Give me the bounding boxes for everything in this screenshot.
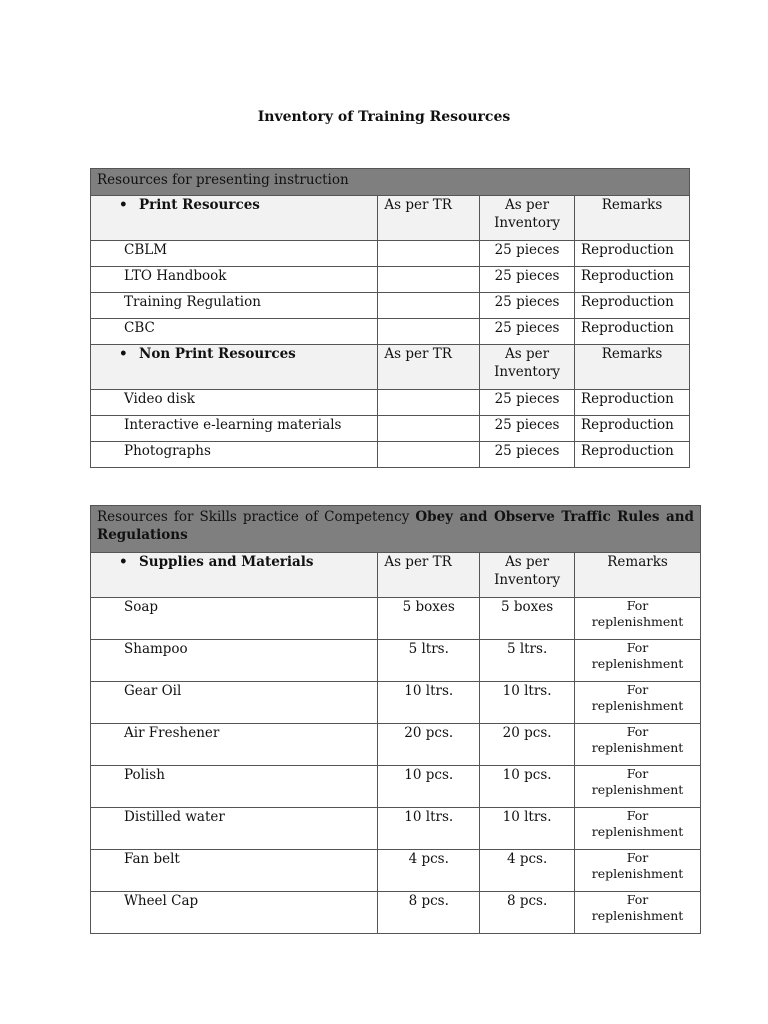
remarks-cell: For replenishment	[575, 640, 701, 682]
as-per-tr-cell: 10 ltrs.	[378, 682, 480, 724]
as-per-tr-cell: 8 pcs.	[378, 892, 480, 934]
col-header-as-per-tr: As per TR	[378, 553, 480, 598]
table-row	[91, 766, 701, 808]
item-cell: Wheel Cap	[91, 892, 378, 934]
item-cell: LTO Handbook	[91, 267, 378, 293]
remarks-cell: Reproduction	[575, 241, 690, 267]
item-cell: Fan belt	[91, 850, 378, 892]
table-row	[91, 850, 701, 892]
as-per-inventory-cell: 25 pieces	[480, 293, 575, 319]
remarks-cell: For replenishment	[575, 598, 701, 640]
section-header-row	[91, 196, 690, 241]
col-header-as-per-tr: As per TR	[378, 345, 480, 390]
as-per-inventory-cell: 25 pieces	[480, 390, 575, 416]
item-cell: CBLM	[91, 241, 378, 267]
col-header-as-per-tr: As per TR	[378, 196, 480, 241]
as-per-tr-cell: 4 pcs.	[378, 850, 480, 892]
as-per-tr-cell	[378, 416, 480, 442]
table-row	[91, 598, 701, 640]
section-heading-label: Supplies and Materials	[139, 554, 314, 570]
item-cell: Polish	[91, 766, 378, 808]
table-header-row	[91, 169, 690, 196]
table-row	[91, 293, 690, 319]
remarks-cell: For replenishment	[575, 766, 701, 808]
item-cell: Soap	[91, 598, 378, 640]
competency-name: Obey and Observe Traffic Rules and Regulations	[97, 509, 694, 543]
remarks-cell: For replenishment	[575, 682, 701, 724]
table-row	[91, 640, 701, 682]
as-per-tr-cell	[378, 293, 480, 319]
item-cell: Air Freshener	[91, 724, 378, 766]
as-per-tr-cell	[378, 442, 480, 468]
remarks-cell: Reproduction	[575, 267, 690, 293]
col-header-as-per-inventory: As per Inventory	[480, 345, 575, 390]
remarks-cell: For replenishment	[575, 850, 701, 892]
remarks-cell: Reproduction	[575, 390, 690, 416]
as-per-tr-cell: 20 pcs.	[378, 724, 480, 766]
item-cell: Shampoo	[91, 640, 378, 682]
table-row	[91, 319, 690, 345]
table-row	[91, 892, 701, 934]
remarks-cell: Reproduction	[575, 442, 690, 468]
header-prefix: Resources for Skills practice of Competency	[97, 509, 410, 525]
item-cell: Photographs	[91, 442, 378, 468]
item-cell: Training Regulation	[91, 293, 378, 319]
col-header-remarks: Remarks	[575, 345, 690, 390]
item-cell: CBC	[91, 319, 378, 345]
table-header-cell: Resources for presenting instruction	[91, 169, 690, 196]
remarks-cell: For replenishment	[575, 724, 701, 766]
table-row	[91, 808, 701, 850]
remarks-cell: For replenishment	[575, 808, 701, 850]
table-row	[91, 390, 690, 416]
remarks-cell: Reproduction	[575, 293, 690, 319]
as-per-inventory-cell: 8 pcs.	[480, 892, 575, 934]
bullet-icon: •	[119, 197, 128, 213]
as-per-inventory-cell: 25 pieces	[480, 241, 575, 267]
section-heading	[91, 345, 378, 390]
section-header-row	[91, 553, 701, 598]
bullet-icon: •	[119, 346, 128, 362]
presenting-instruction-table	[90, 168, 690, 468]
section-heading-label: Print Resources	[139, 197, 260, 213]
as-per-tr-cell: 5 ltrs.	[378, 640, 480, 682]
table-row	[91, 442, 690, 468]
table-row	[91, 682, 701, 724]
as-per-inventory-cell: 25 pieces	[480, 267, 575, 293]
as-per-inventory-cell: 25 pieces	[480, 319, 575, 345]
table-row	[91, 724, 701, 766]
item-cell: Interactive e-learning materials	[91, 416, 378, 442]
skills-practice-table	[90, 505, 701, 934]
as-per-inventory-cell: 4 pcs.	[480, 850, 575, 892]
document-title: Inventory of Training Resources	[257, 109, 511, 125]
section-heading-label: Non Print Resources	[139, 346, 296, 362]
as-per-tr-cell	[378, 241, 480, 267]
table-header-cell	[91, 506, 701, 553]
bullet-icon: •	[119, 554, 128, 570]
as-per-tr-cell: 5 boxes	[378, 598, 480, 640]
as-per-inventory-cell: 25 pieces	[480, 416, 575, 442]
table-row	[91, 241, 690, 267]
item-cell: Gear Oil	[91, 682, 378, 724]
item-cell: Distilled water	[91, 808, 378, 850]
item-cell: Video disk	[91, 390, 378, 416]
section-heading	[91, 196, 378, 241]
as-per-inventory-cell: 25 pieces	[480, 442, 575, 468]
as-per-tr-cell	[378, 390, 480, 416]
remarks-cell: Reproduction	[575, 416, 690, 442]
as-per-tr-cell	[378, 267, 480, 293]
remarks-cell: Reproduction	[575, 319, 690, 345]
as-per-tr-cell	[378, 319, 480, 345]
section-header-row	[91, 345, 690, 390]
col-header-as-per-inventory: As per Inventory	[480, 196, 575, 241]
remarks-cell: For replenishment	[575, 892, 701, 934]
as-per-inventory-cell: 10 pcs.	[480, 766, 575, 808]
section-heading	[91, 553, 378, 598]
col-header-remarks: Remarks	[575, 196, 690, 241]
table-row	[91, 267, 690, 293]
col-header-remarks: Remarks	[575, 553, 701, 598]
as-per-inventory-cell: 10 ltrs.	[480, 682, 575, 724]
as-per-inventory-cell: 10 ltrs.	[480, 808, 575, 850]
as-per-inventory-cell: 5 ltrs.	[480, 640, 575, 682]
table-header-row	[91, 506, 701, 553]
table-row	[91, 416, 690, 442]
as-per-tr-cell: 10 ltrs.	[378, 808, 480, 850]
as-per-tr-cell: 10 pcs.	[378, 766, 480, 808]
col-header-as-per-inventory: As per Inventory	[480, 553, 575, 598]
as-per-inventory-cell: 5 boxes	[480, 598, 575, 640]
as-per-inventory-cell: 20 pcs.	[480, 724, 575, 766]
